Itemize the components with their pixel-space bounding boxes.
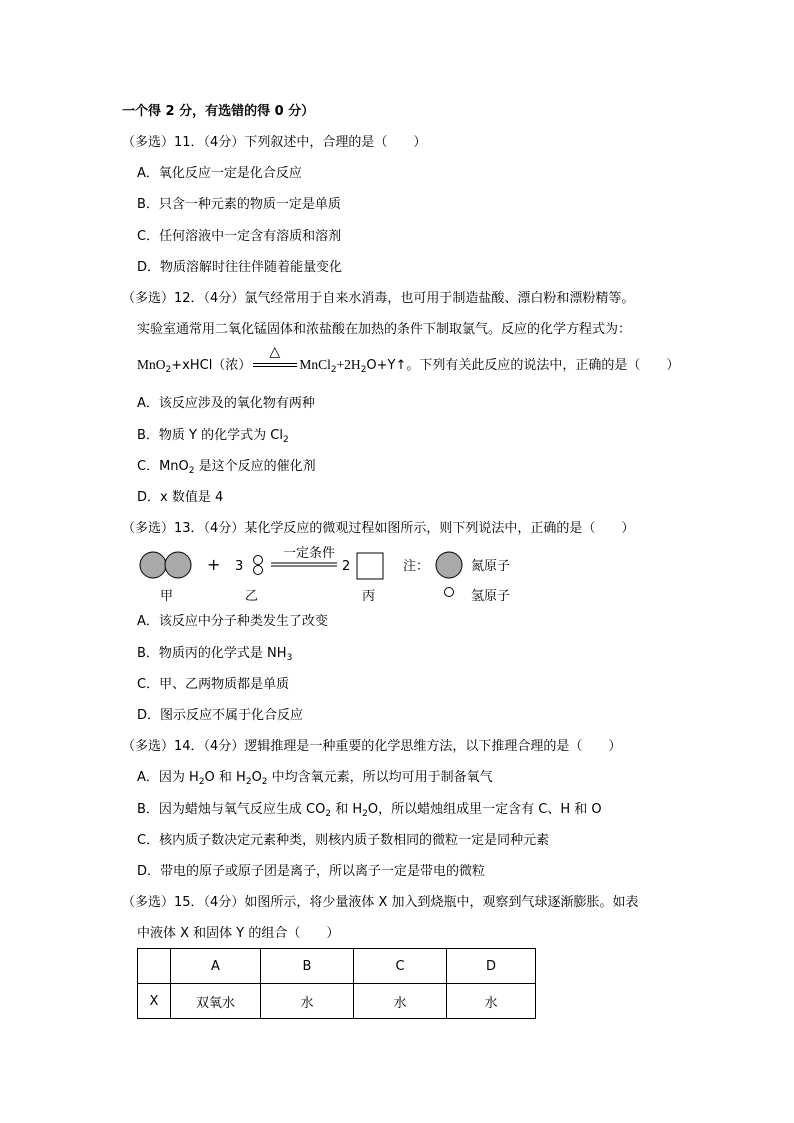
q12-option-b: B．物质 Y 的化学式为 $Cl_2$ xyxy=(137,428,289,445)
q13-option-c: C．甲、乙两物质都是单质 xyxy=(137,677,290,692)
label-jia: 甲 xyxy=(160,589,174,604)
eq-product-h2o: +2H xyxy=(336,357,361,372)
coefficient-2: 2 xyxy=(342,559,351,574)
table-row xyxy=(138,949,536,984)
eq-reactant-hcl: +xHCl（浓） xyxy=(171,358,252,373)
legend-hydrogen-icon xyxy=(445,588,454,597)
question-12-stem: （多选）12．（4分）氯气经常用于自来水消毒，也可用于制造盐酸、漂白粉和漂粉精等。 xyxy=(122,291,635,306)
table-header: C xyxy=(354,949,447,984)
q14-option-b: B．因为蜡烛与氧气反应生成 $CO_2$ 和 $H_2O$，所以蜡烛组成里一定含有 C、H 和 O xyxy=(137,802,602,819)
plus-sign: + xyxy=(207,555,221,574)
eq-product-rest: O+Y↑。下列有关此反应的说法中，正确的是（ ） xyxy=(366,358,680,373)
section-note: 一个得 2 分，有选错的得 0 分） xyxy=(122,104,315,119)
note-label: 注： xyxy=(403,559,430,574)
question-11-stem: （多选）11．（4分）下列叙述中，合理的是（ ） xyxy=(122,135,427,150)
combination-table xyxy=(137,948,536,1019)
product-box xyxy=(357,553,383,579)
q11-option-c: C．任何溶液中一定含有溶质和溶剂 xyxy=(137,229,342,244)
table-cell: 双氧水 xyxy=(171,984,261,1019)
q12-option-a: A．该反应涉及的氧化物有两种 xyxy=(137,396,315,411)
nitrogen-atom xyxy=(165,552,191,578)
coefficient-3: 3 xyxy=(235,559,244,574)
table-cell: 水 xyxy=(261,984,354,1019)
eq-reactant-mno2: MnO xyxy=(137,357,166,372)
question-12-stem-line2: 实验室通常用二氧化锰固体和浓盐酸在加热的条件下制取氯气。反应的化学方程式为： xyxy=(137,322,632,337)
eq-subscript: 2 xyxy=(165,365,172,375)
label-bing: 丙 xyxy=(362,589,376,604)
q11-option-b: B．只含一种元素的物质一定是单质 xyxy=(137,197,341,212)
heating-condition-arrow xyxy=(251,344,299,374)
nitrogen-atom xyxy=(140,552,166,578)
q13-option-b: B．物质丙的化学式是 $NH_3$ xyxy=(137,646,293,663)
q13-option-a: A．该反应中分子种类发生了改变 xyxy=(137,614,328,629)
question-15-stem-line2: 中液体 X 和固体 Y 的组合（ ） xyxy=(137,926,340,941)
legend-nitrogen-label: 氮原子 xyxy=(471,559,511,574)
question-13-stem: （多选）13．（4分）某化学反应的微观过程如图所示，则下列说法中，正确的是（ ） xyxy=(122,521,635,536)
table-row-label: X xyxy=(138,984,171,1019)
q14-option-d: D．带电的原子或原子团是离子，所以离子一定是带电的微粒 xyxy=(137,864,486,879)
label-yi: 乙 xyxy=(245,589,259,604)
table-header: B xyxy=(261,949,354,984)
legend-nitrogen-icon xyxy=(436,552,462,578)
hydrogen-atom xyxy=(254,556,263,565)
condition-text: 一定条件 xyxy=(283,546,336,561)
question-15-stem: （多选）15．（4分）如图所示，将少量液体 X 加入到烧瓶中，观察到气球逐渐膨胀。如表 xyxy=(122,895,639,910)
hydrogen-atom xyxy=(254,566,263,575)
q12-option-d: D．x 数值是 4 xyxy=(137,490,224,505)
q14-option-a: A．因为 $H_2O$ 和 $H_2O_2$ 中均含氧元素，所以均可用于制备氧气 xyxy=(137,770,493,787)
q13-option-d: D．图示反应不属于化合反应 xyxy=(137,708,304,723)
heat-triangle-icon: △ xyxy=(269,344,281,360)
q14-option-c: C．核内质子数决定元素种类，则核内质子数相同的微粒一定是同种元素 xyxy=(137,833,550,848)
reaction-microscopic-diagram xyxy=(135,545,555,610)
table-cell: 水 xyxy=(354,984,447,1019)
legend-hydrogen-label: 氢原子 xyxy=(471,589,511,604)
chemical-equation: MnO$_2$+xHCl（浓） △ $MnCl_2+2H_2O+Y↑$。下列有关此反应的说法中，正确的是（ ） xyxy=(137,344,680,375)
table-cell: 水 xyxy=(447,984,536,1019)
question-14-stem: （多选）14．（4分）逻辑推理是一种重要的化学思维方法，以下推理合理的是（ ） xyxy=(122,739,622,754)
eq-product-mncl2: MnCl xyxy=(299,357,331,372)
q11-option-a: A．氧化反应一定是化合反应 xyxy=(137,166,302,181)
q12-option-c: C．MnO$_2$ 是这个反应的催化剂 xyxy=(137,459,316,476)
table-row xyxy=(138,984,536,1019)
q11-option-d: D．物质溶解时往往伴随着能量变化 xyxy=(137,260,343,275)
table-header: A xyxy=(171,949,261,984)
table-cell xyxy=(138,949,171,984)
table-header: D xyxy=(447,949,536,984)
